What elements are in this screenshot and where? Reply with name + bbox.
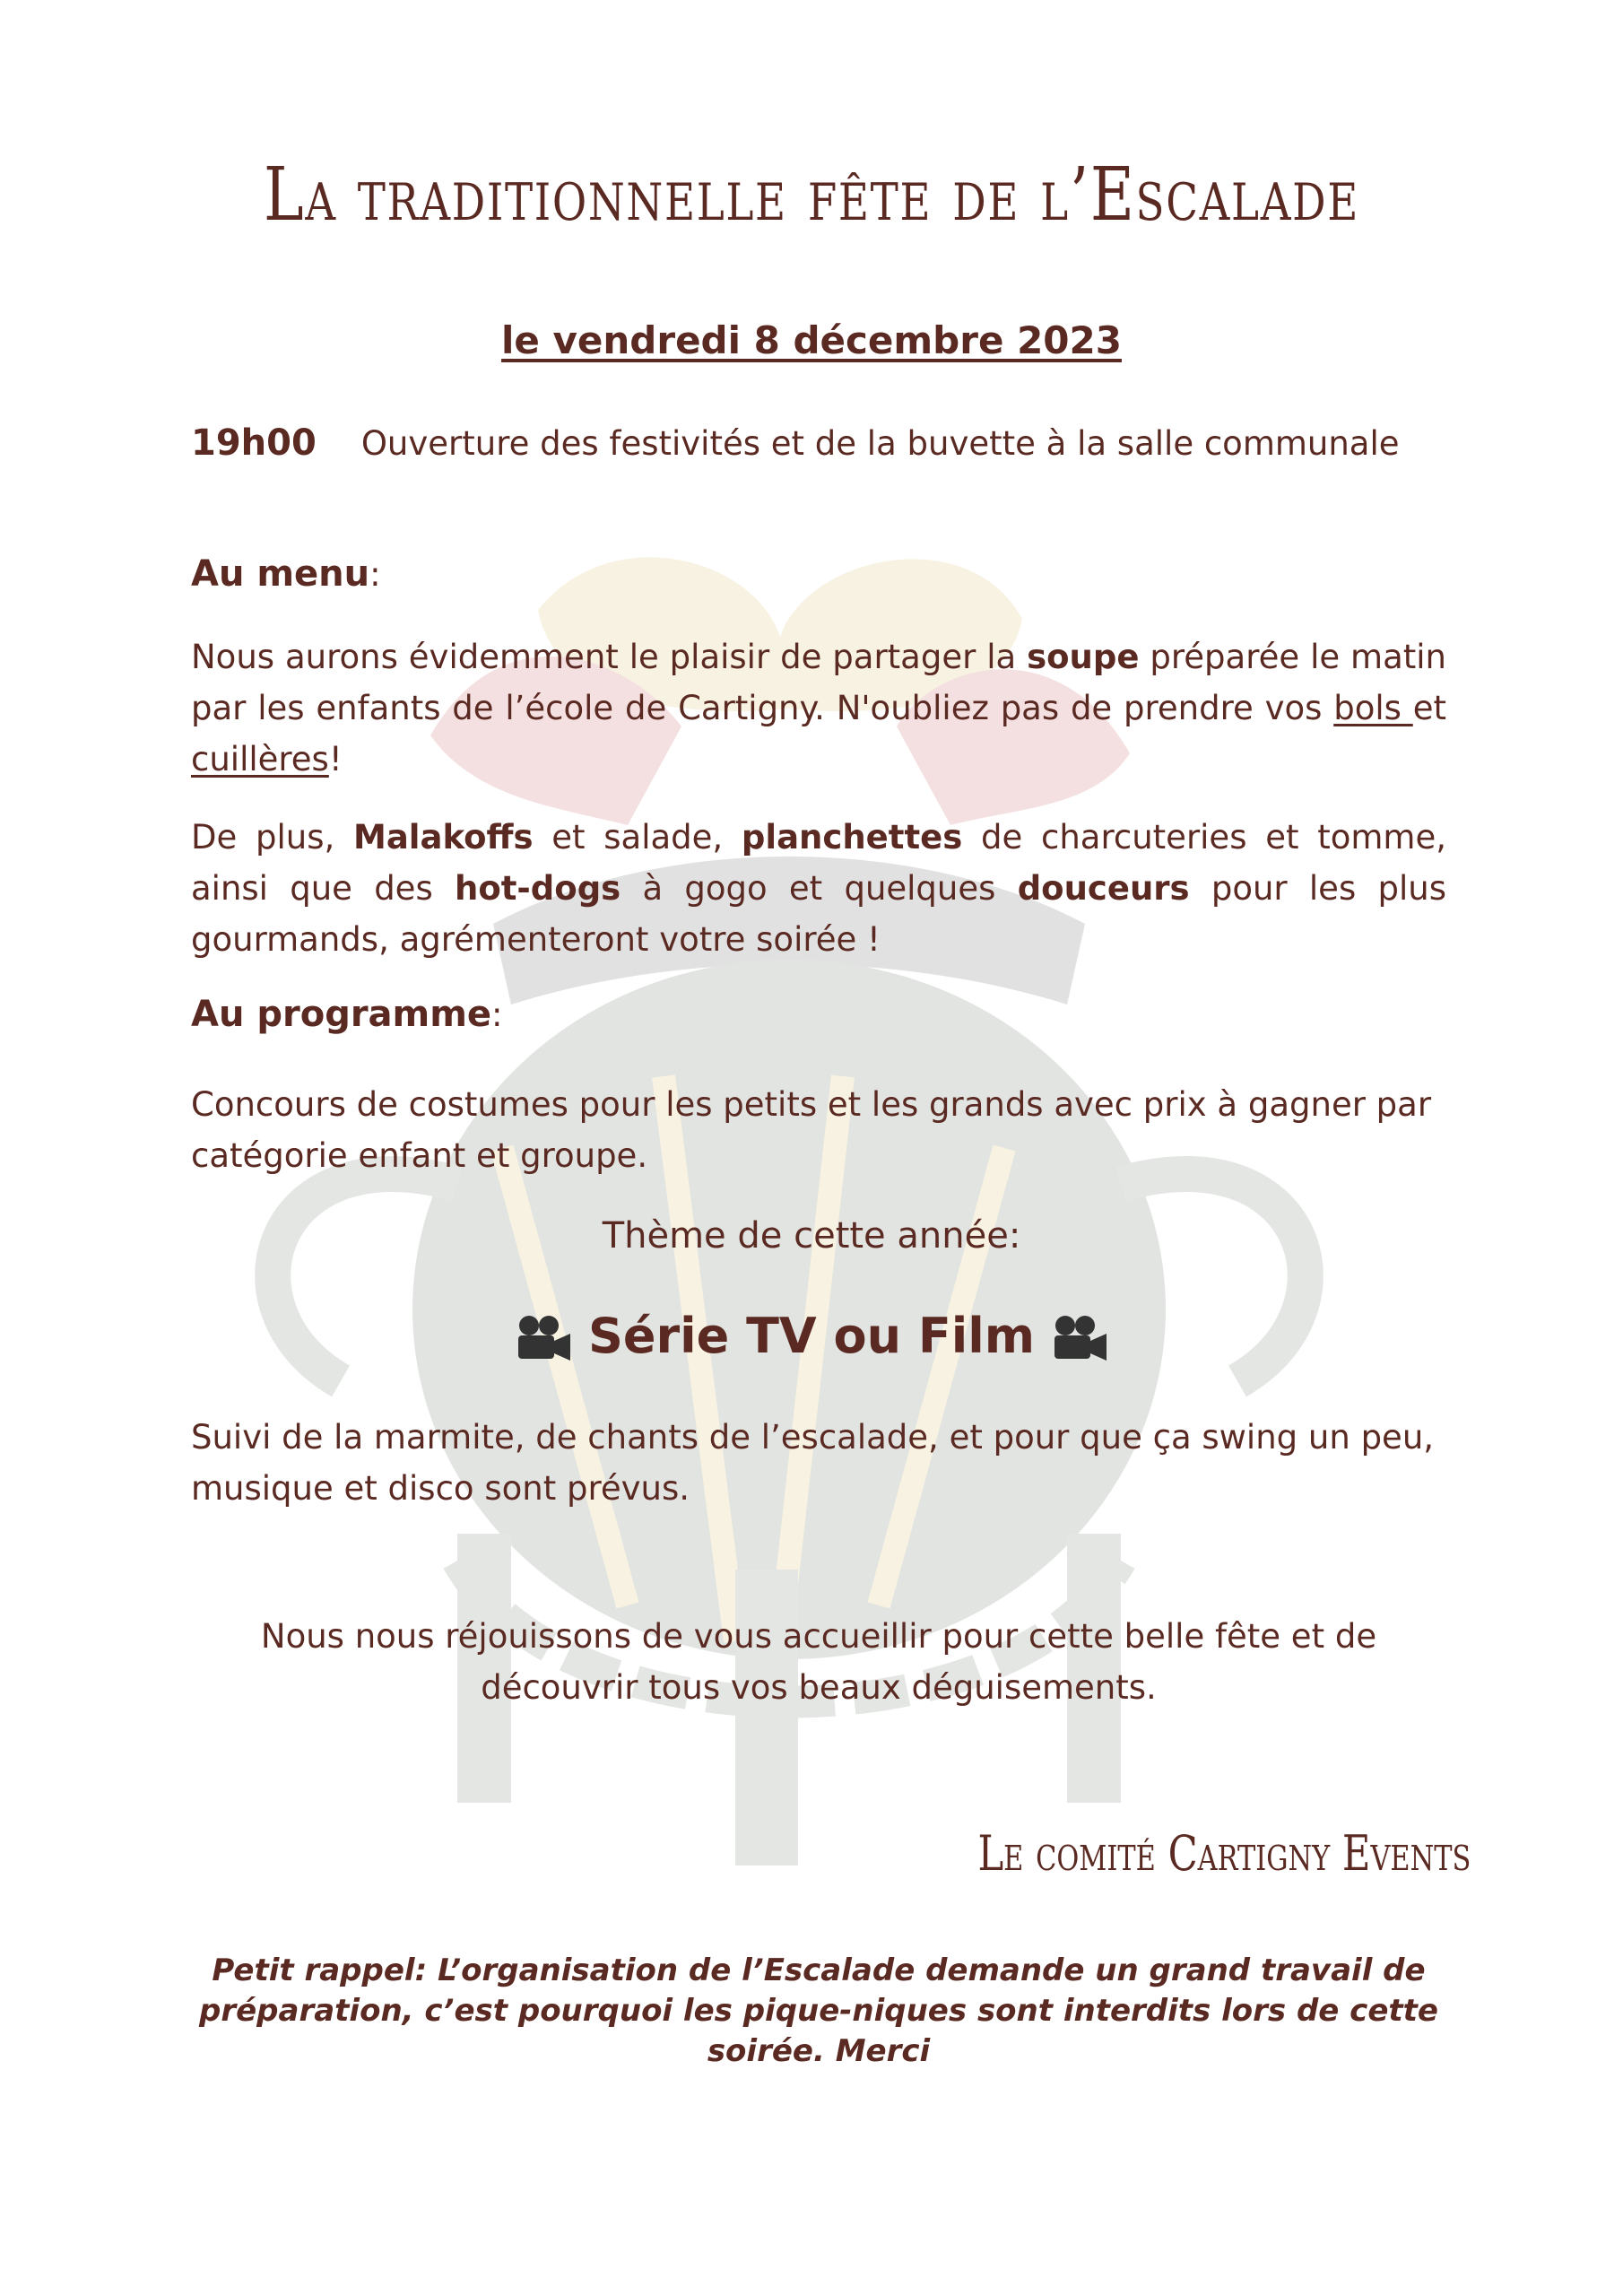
theme-line bbox=[0, 1308, 1623, 1364]
program-paragraph: Concours de costumes pour les petits et les grands avec prix à gagner par catégorie enfant et groupe. bbox=[191, 1085, 1432, 1175]
underlined-cuilleres: cuillères bbox=[191, 740, 329, 778]
program-heading bbox=[191, 989, 1446, 1040]
menu-paragraph-soup bbox=[191, 631, 1446, 785]
bold-malakoffs: Malakoffs bbox=[353, 818, 534, 857]
opening-line bbox=[191, 418, 1446, 469]
menu-heading bbox=[191, 549, 1446, 600]
text-run: et bbox=[1412, 689, 1446, 727]
event-date: le vendredi 8 décembre 2023 bbox=[501, 318, 1122, 362]
signature: Le comité Cartigny Events bbox=[977, 1825, 1471, 1882]
movie-camera-icon bbox=[1051, 1314, 1108, 1364]
text-run: et salade, bbox=[533, 818, 742, 857]
bold-hot-dogs: hot-dogs bbox=[454, 869, 621, 908]
bold-planchettes: planchettes bbox=[741, 818, 963, 857]
bold-soup: soupe bbox=[1027, 638, 1140, 676]
text-run: Nous aurons évidemment le plaisir de partager la bbox=[191, 638, 1028, 676]
closing-paragraph: Nous nous réjouissons de vous accueillir pour cette belle fête et de découvrir tous vos beaux déguisements. bbox=[260, 1617, 1377, 1707]
theme-value: Série TV ou Film bbox=[587, 1308, 1036, 1364]
text-run: pour les plus gourmands, agrémenteront votre soirée ! bbox=[191, 869, 1446, 959]
text-run: à gogo et quelques bbox=[621, 869, 1018, 908]
after-paragraph: Suivi de la marmite, de chants de l’escalade, et pour que ça swing un peu, musique et disco sont prévus. bbox=[191, 1418, 1435, 1508]
text-run: ! bbox=[328, 740, 343, 778]
program-heading-text: Au programme bbox=[191, 994, 492, 1035]
text-run: de charcuteries et tomme, ainsi que des bbox=[191, 818, 1446, 908]
underlined-bols: bols bbox=[1333, 689, 1413, 727]
program-heading-colon: : bbox=[491, 996, 503, 1034]
page-title: La traditionnelle fête de l’Escalade bbox=[264, 152, 1359, 238]
menu-heading-colon: : bbox=[369, 555, 381, 594]
theme-label: Thème de cette année: bbox=[602, 1215, 1021, 1257]
reminder-note: Petit rappel: L’organisation de l’Escalade demande un grand travail de préparation, c’est pourquoi les pique-niques sont interdits lors de cette soirée. Merci bbox=[199, 1952, 1438, 2069]
opening-time: 19h00 bbox=[191, 422, 317, 464]
text-run: préparée le matin par les enfants de l’école de Cartigny. N'oubliez pas de prendre vos bbox=[191, 638, 1447, 727]
text-run: De plus, bbox=[191, 818, 354, 857]
opening-text: Ouverture des festivités et de la buvette à la salle communale bbox=[360, 424, 1400, 463]
bold-douceurs: douceurs bbox=[1017, 869, 1190, 908]
menu-heading-text: Au menu bbox=[191, 553, 370, 595]
menu-paragraph-food bbox=[191, 812, 1446, 965]
movie-camera-icon bbox=[515, 1314, 572, 1364]
